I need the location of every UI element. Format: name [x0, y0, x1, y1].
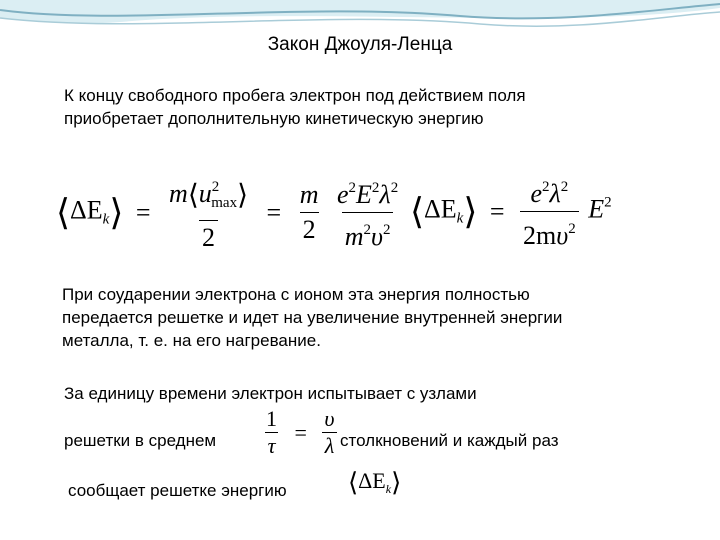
intro-line-1: К концу свободного пробега электрон под действием поля — [64, 86, 526, 105]
time-unit-line: За единицу времени электрон испытывает с узлами — [64, 384, 477, 403]
intro-line-2: приобретает дополнительную кинетическую энергию — [64, 109, 484, 128]
collisions-label: столкновений и каждый раз — [340, 431, 559, 450]
energy-transfer-symbol: $⟨\Delta E_k⟩$ — [348, 467, 402, 497]
slide-title: Закон Джоуля-Ленца — [267, 34, 453, 55]
energy-formula-result: $⟨\Delta E_k⟩$ = $\frac{e^2\lambda^2}{2m\upsilon^2}$ $E^2$ — [410, 170, 612, 253]
collision-line-1: При соударении электрона с ионом эта энергия полностью — [62, 285, 530, 304]
energy-formula-kinetic: $⟨\Delta E_k⟩$ = $\frac{m⟨u^2_{max}⟩}{2}$ = $\frac{m}{2}$ $\frac{e^2E^2\lambda^2}{m^2\upsilon^2}$ — [56, 170, 404, 255]
collision-line-2: передается решетке и идет на увеличение внутренней энергии — [62, 308, 563, 327]
transfer-energy-label: сообщает решетке энергию — [68, 481, 287, 500]
collision-frequency-formula: $\frac{1}{\tau}$ = $\frac{\upsilon}{\lambda}$ — [260, 406, 341, 459]
collision-line-3: металла, т. е. на его нагревание. — [62, 331, 321, 350]
average-label: решетки в среднем — [64, 431, 217, 450]
